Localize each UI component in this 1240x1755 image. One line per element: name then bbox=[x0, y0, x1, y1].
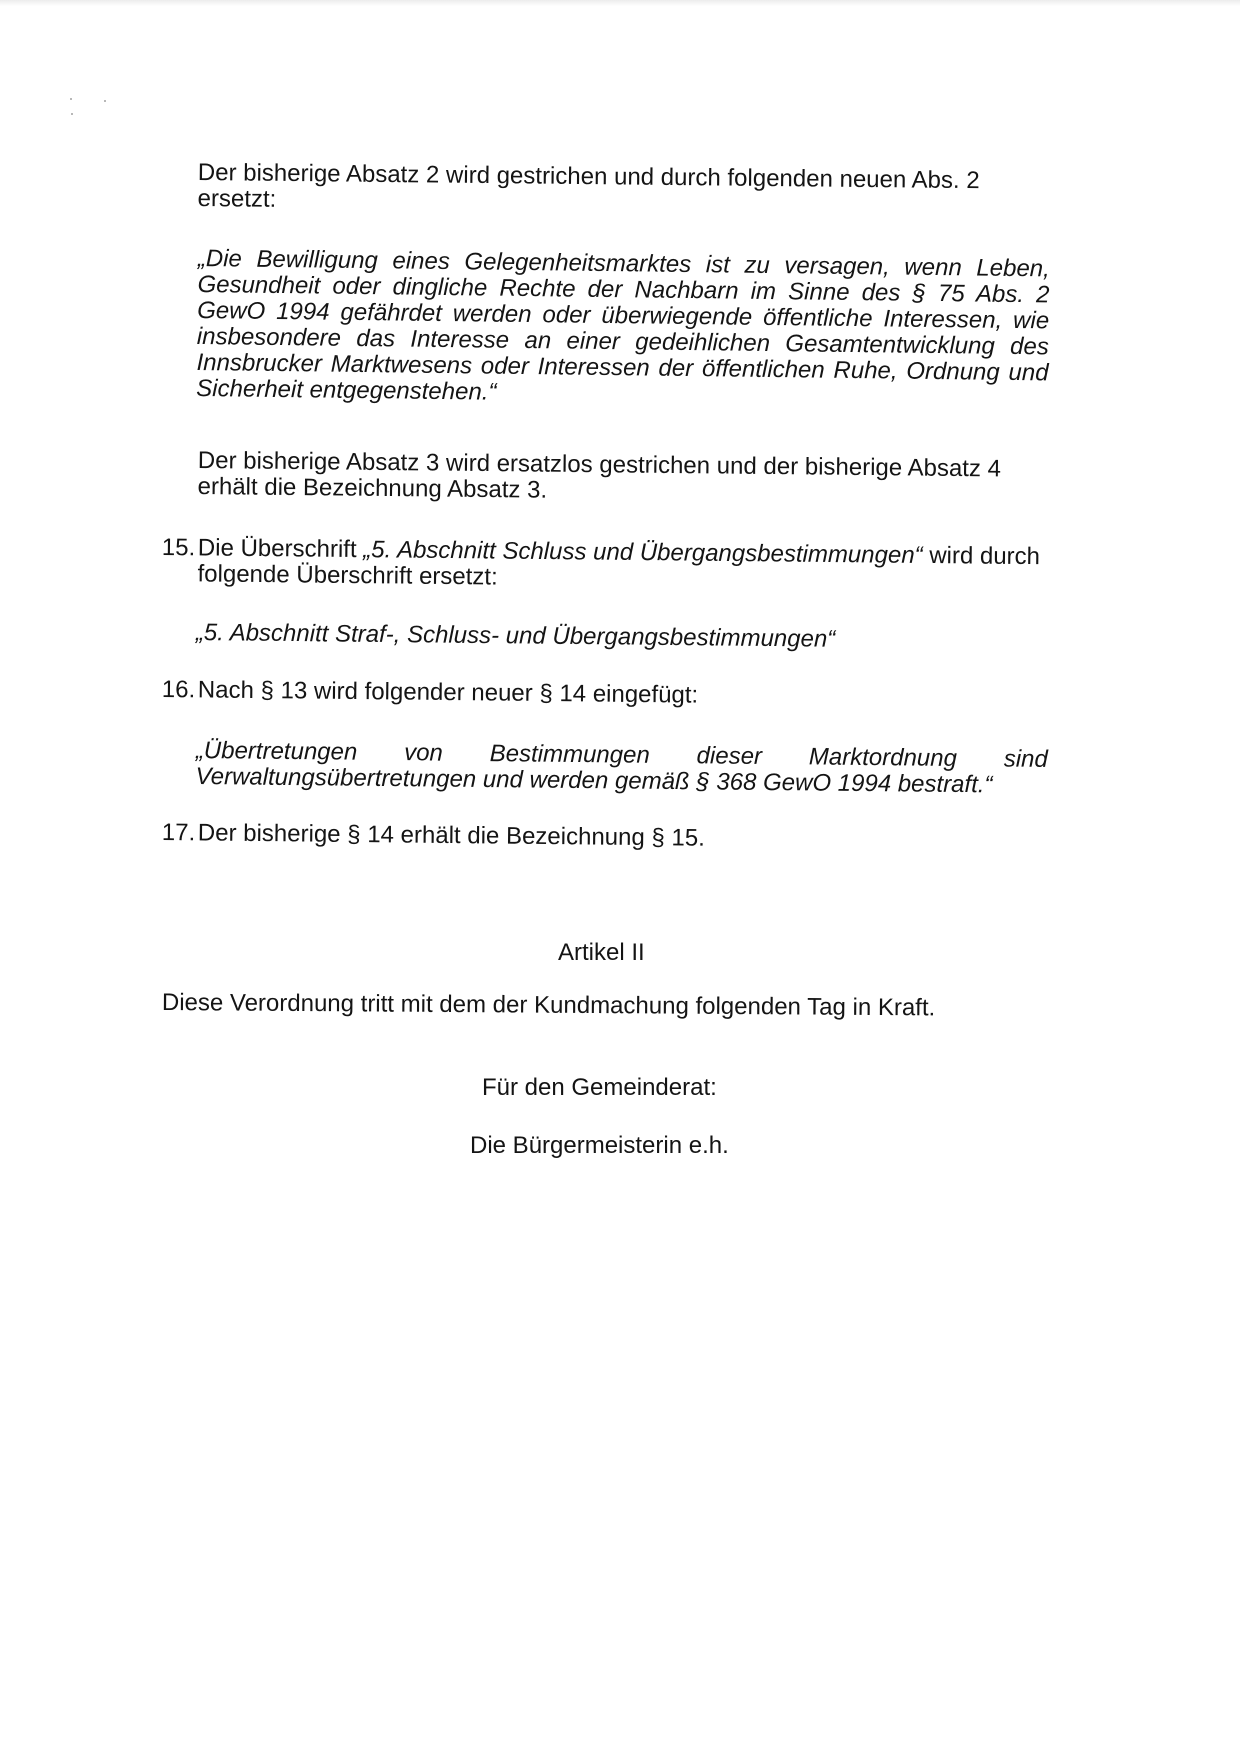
list-item-text bbox=[197, 535, 1049, 596]
list-item-text: Nach § 13 wird folgender neuer § 14 eingefügt: bbox=[197, 676, 699, 709]
article-heading: Artikel II bbox=[558, 939, 645, 966]
effective-clause: Diese Verordnung tritt mit dem der Kundmachung folgenden Tag in Kraft. bbox=[161, 989, 936, 1022]
scan-speck bbox=[104, 100, 106, 102]
list-item-quoted-heading: „5. Abschnitt Schluss und Übergangsbestimmungen“ bbox=[363, 536, 923, 569]
list-item-number: 15. bbox=[161, 534, 196, 562]
list-item-text: Der bisherige § 14 erhält die Bezeichnung § 15. bbox=[197, 819, 705, 852]
quote-line-1: „Übertretungen von Bestimmungen dieser Marktordnung sind bbox=[195, 737, 1048, 773]
quote-item-15: „5. Abschnitt Straf-, Schluss- und Übergangsbestimmungen“ bbox=[195, 619, 836, 653]
intro-paragraph-1: Der bisherige Absatz 2 wird gestrichen und durch folgenden neuen Abs. 2 ersetzt: bbox=[197, 159, 980, 213]
signature-line: Die Bürgermeisterin e.h. bbox=[470, 1132, 729, 1159]
list-item-text-before: Die Überschrift bbox=[197, 534, 364, 564]
scan-edge bbox=[0, 0, 1240, 6]
quote-item-16 bbox=[195, 738, 1047, 799]
list-item-number: 16. bbox=[161, 676, 196, 704]
quote-line-2: Verwaltungsübertretungen und werden gemäß § 368 GewO 1994 bestraft.“ bbox=[195, 762, 993, 799]
council-line: Für den Gemeinderat: bbox=[482, 1074, 717, 1101]
quote-paragraph-1: „Die Bewilligung eines Gelegenheitsmarktes ist zu versagen, wenn Leben, Gesundheit oder dingliche Rechte der Nachbarn im Sinne des § 75 Abs. 2 GewO 1994 gefährdet werden oder überwiegende öffentliche Interessen, wie insbesondere das Interesse an einer gedeihlichen Gesamtentwicklung des Innsbrucker Marktwesens oder Interessen der öffentlichen Ruhe, Ordnung und Sicherheit entgegenstehen.“ bbox=[196, 245, 1050, 406]
intro-paragraph-2: Der bisherige Absatz 3 wird ersatzlos gestrichen und der bisherige Absatz 4 erhält die Bezeichnung Absatz 3. bbox=[197, 447, 1002, 504]
scan-speck bbox=[70, 98, 72, 100]
list-item-text-after: wird durch folgende Überschrift ersetzt: bbox=[197, 541, 1041, 591]
list-item-number: 17. bbox=[161, 819, 196, 847]
scan-speck bbox=[71, 113, 73, 115]
